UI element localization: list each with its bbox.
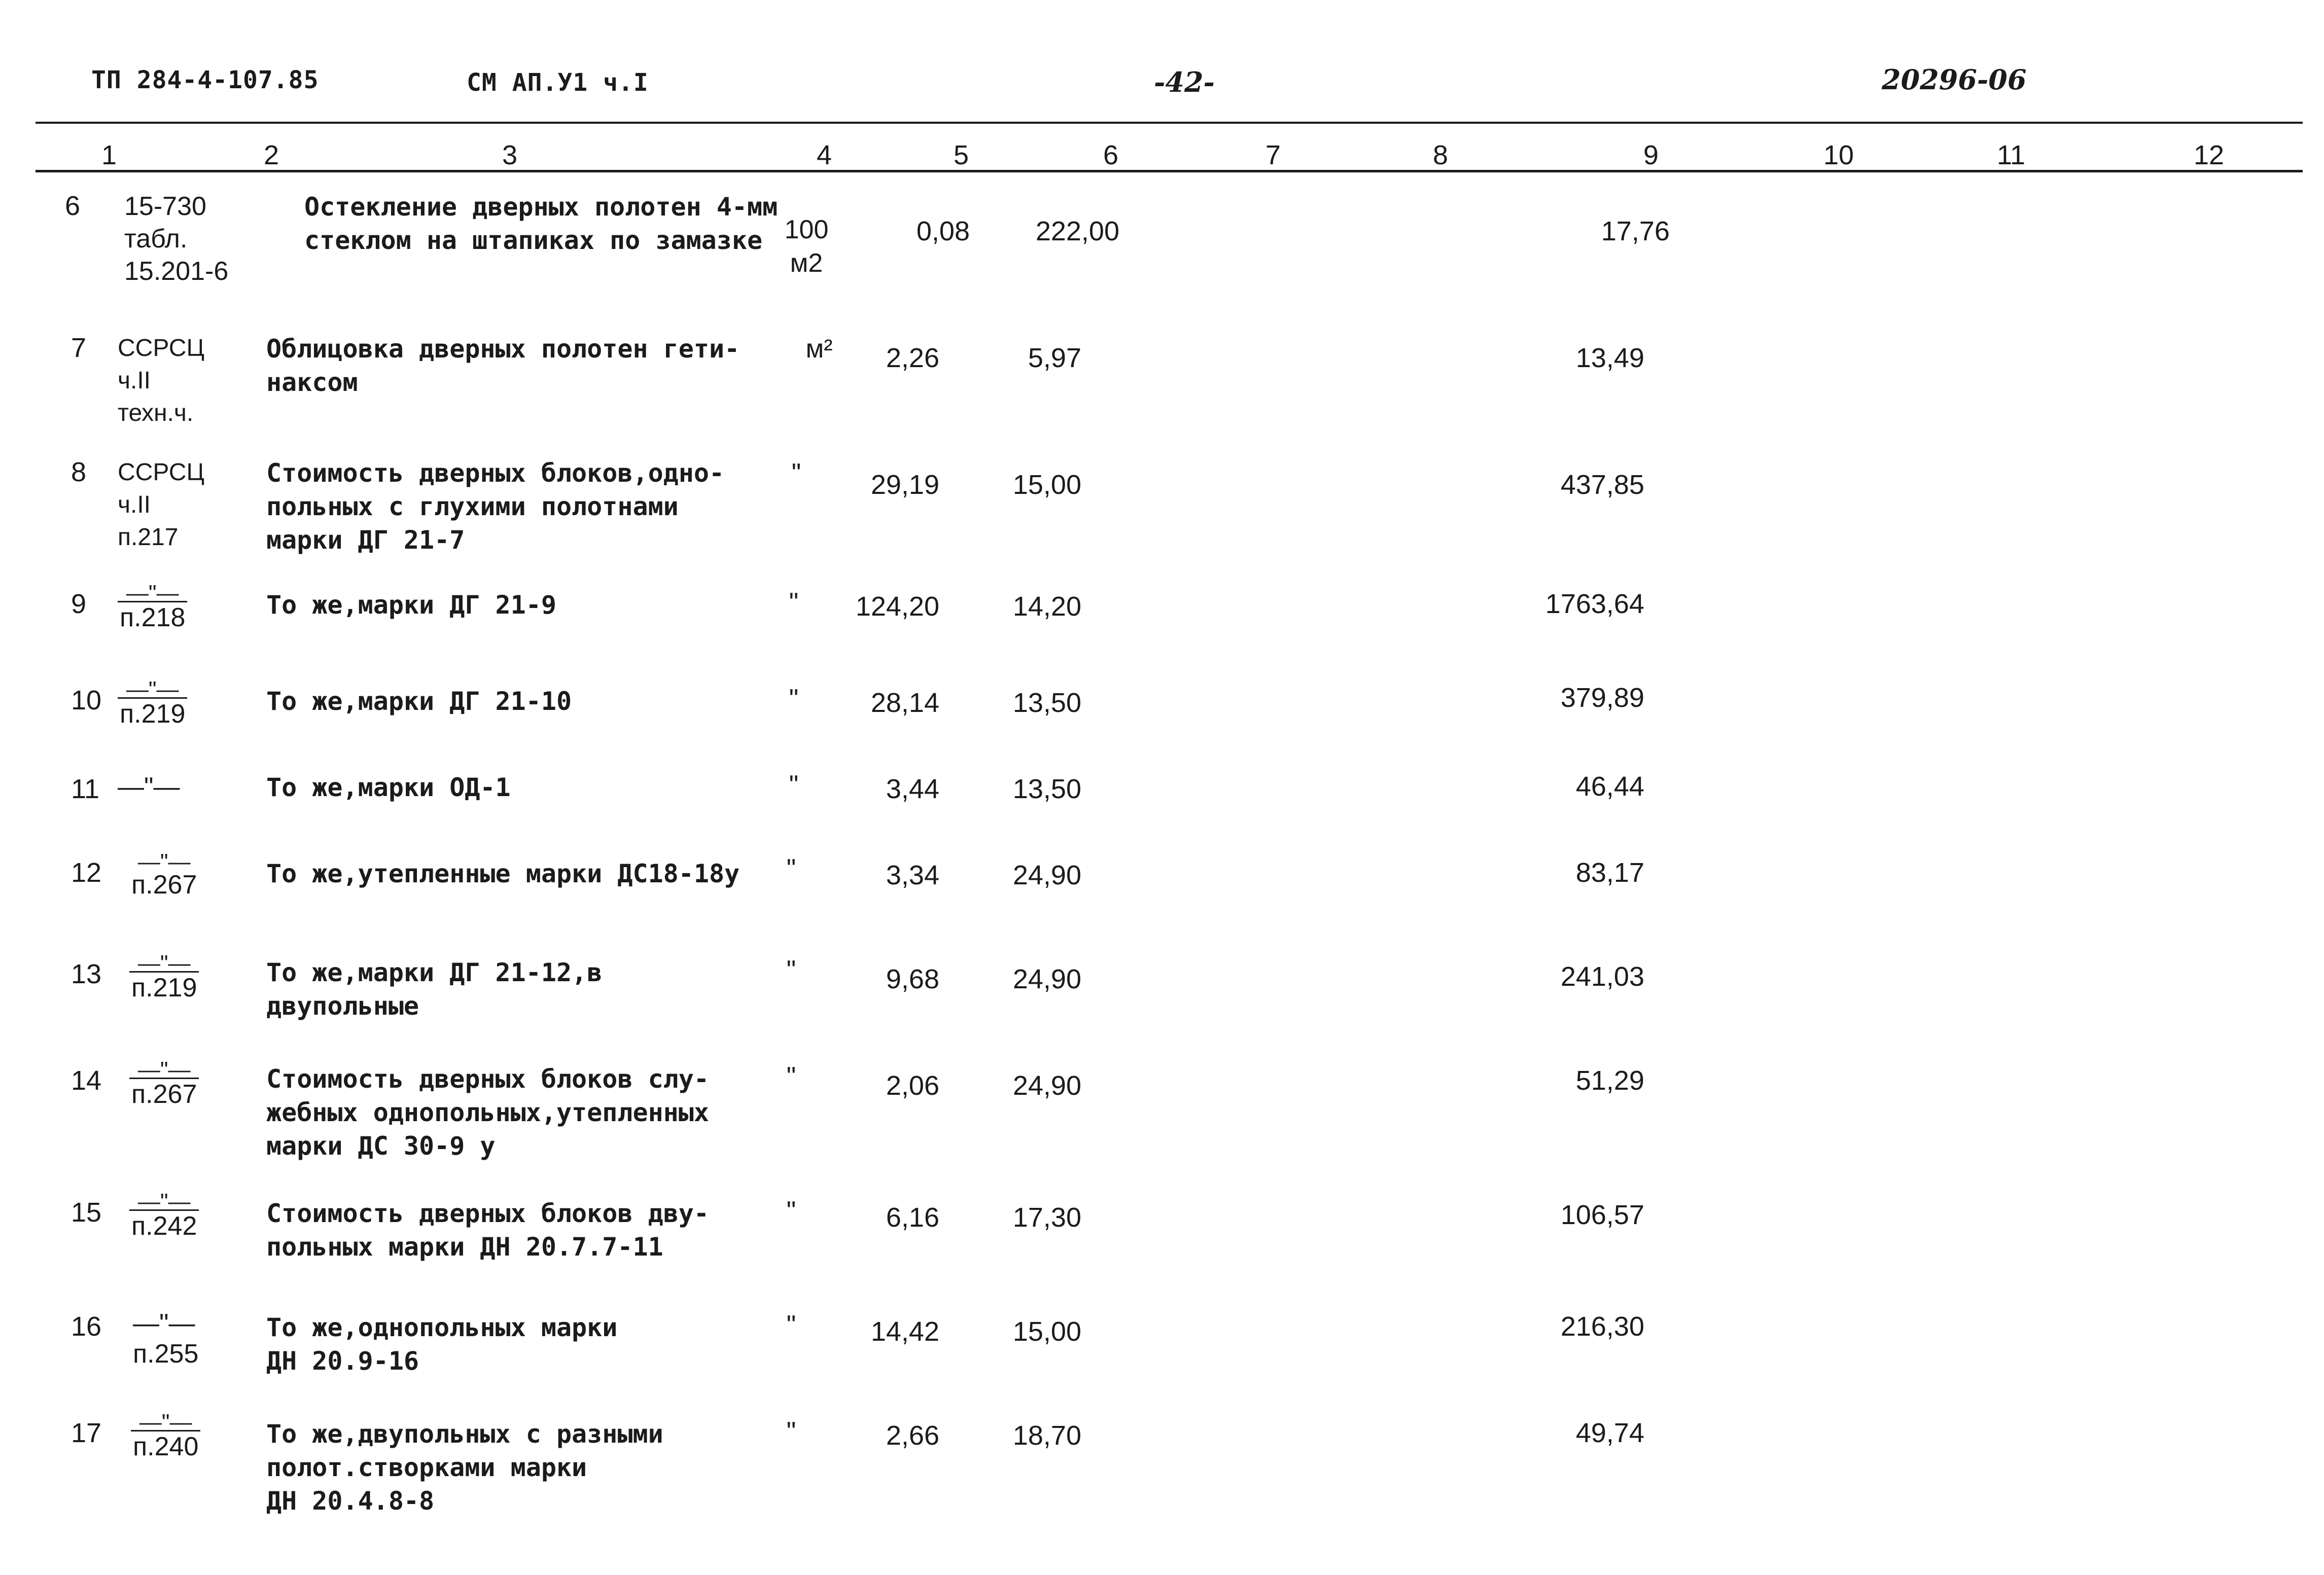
column-number: 12 bbox=[2193, 140, 2225, 170]
unit bbox=[763, 768, 824, 802]
total-cost: 49,74 bbox=[1575, 1418, 1644, 1448]
item-description bbox=[266, 685, 572, 718]
quantity: 124,20 bbox=[855, 591, 939, 622]
row-number: 9 bbox=[71, 589, 87, 619]
quantity: 0,08 bbox=[916, 216, 970, 246]
item-description bbox=[266, 956, 602, 1023]
description-line: То же,марки ДГ 21-12,в bbox=[266, 958, 603, 987]
unit-price: 15,00 bbox=[1012, 470, 1081, 500]
ditto-mark: —"— bbox=[133, 1309, 195, 1338]
description-line: То же,марки ДГ 21-10 bbox=[266, 687, 572, 716]
unit-price: 5,97 bbox=[1028, 343, 1081, 373]
unit bbox=[763, 682, 824, 715]
quantity: 28,14 bbox=[870, 688, 939, 718]
total-cost: 17,76 bbox=[1601, 216, 1670, 246]
section-code: СМ АП.У1 ч.I bbox=[467, 68, 649, 97]
unit-price: 15,00 bbox=[1012, 1316, 1081, 1347]
row-number: 12 bbox=[71, 857, 102, 888]
unit-line: " bbox=[791, 458, 801, 488]
source-reference bbox=[118, 332, 204, 429]
source-line: техн.ч. bbox=[118, 400, 194, 426]
quantity: 2,66 bbox=[886, 1420, 939, 1451]
row-number: 8 bbox=[71, 457, 87, 487]
description-line: Стоимость дверных блоков,одно- bbox=[266, 458, 725, 488]
source-line: 15-730 bbox=[124, 192, 206, 221]
item-description bbox=[266, 588, 556, 622]
ditto-mark: —"— bbox=[137, 1057, 191, 1082]
description-line: ДН 20.4.8-8 bbox=[266, 1486, 435, 1516]
row-number: 10 bbox=[71, 685, 102, 715]
column-number: 6 bbox=[1103, 140, 1119, 170]
ditto-mark: —"— bbox=[118, 772, 180, 802]
ditto-mark: —"— bbox=[137, 951, 191, 976]
total-cost: 51,29 bbox=[1575, 1065, 1644, 1096]
unit-line: " bbox=[786, 1417, 796, 1446]
total-cost: 216,30 bbox=[1560, 1311, 1644, 1342]
description-line: ДН 20.9-16 bbox=[266, 1346, 419, 1376]
unit bbox=[761, 852, 822, 885]
unit-line: " bbox=[786, 1196, 796, 1226]
page-number: -42- bbox=[1154, 66, 1215, 98]
source-reference bbox=[118, 677, 187, 729]
description-line: Облицовка дверных полотен гети- bbox=[266, 334, 740, 364]
ditto-mark: —"— bbox=[137, 849, 191, 874]
row-number: 6 bbox=[65, 191, 81, 221]
source-line: п.267 bbox=[129, 1078, 199, 1109]
unit bbox=[761, 953, 822, 987]
unit bbox=[761, 1308, 822, 1342]
total-cost: 437,85 bbox=[1560, 470, 1644, 500]
total-cost: 13,49 bbox=[1575, 343, 1644, 373]
unit bbox=[776, 213, 837, 280]
description-line: То же,двупольных с разными bbox=[266, 1419, 663, 1449]
unit-price: 17,30 bbox=[1012, 1202, 1081, 1233]
description-line: стеклом на штапиках по замазке bbox=[304, 226, 763, 255]
source-line: ССРСЦ bbox=[118, 335, 204, 362]
unit bbox=[761, 1060, 822, 1093]
column-number: 2 bbox=[263, 140, 279, 170]
unit-price: 13,50 bbox=[1012, 688, 1081, 718]
column-number: 1 bbox=[101, 140, 117, 170]
column-number: 10 bbox=[1823, 140, 1854, 170]
unit bbox=[761, 1415, 822, 1448]
quantity: 29,19 bbox=[870, 470, 939, 500]
item-description bbox=[266, 456, 724, 557]
unit-line: 100 bbox=[784, 215, 829, 244]
description-line: То же,утепленные марки ДС18-18у bbox=[266, 859, 740, 888]
total-cost: 46,44 bbox=[1575, 771, 1644, 802]
source-line: п.218 bbox=[118, 601, 187, 633]
total-cost: 241,03 bbox=[1560, 961, 1644, 992]
row-number: 11 bbox=[71, 774, 100, 804]
source-reference bbox=[133, 1308, 198, 1369]
header-bottom-rule bbox=[36, 170, 2303, 172]
total-cost: 83,17 bbox=[1575, 857, 1644, 888]
item-description bbox=[266, 857, 740, 890]
source-line: п.267 bbox=[131, 870, 197, 900]
unit-line: " bbox=[786, 854, 796, 883]
column-number: 11 bbox=[1996, 140, 2026, 170]
source-reference bbox=[118, 771, 180, 803]
source-reference bbox=[129, 1057, 199, 1109]
source-line: п.219 bbox=[118, 697, 187, 729]
item-description bbox=[266, 1062, 709, 1163]
unit bbox=[763, 586, 824, 619]
source-reference bbox=[129, 1189, 199, 1241]
item-description bbox=[304, 190, 778, 257]
header-top-rule bbox=[36, 122, 2303, 124]
description-line: То же,марки ОД-1 bbox=[266, 773, 511, 802]
description-line: польных с глухими полотнами bbox=[266, 492, 679, 521]
total-cost: 106,57 bbox=[1560, 1200, 1644, 1230]
source-line: п.217 bbox=[118, 524, 179, 551]
unit-price: 13,50 bbox=[1012, 774, 1081, 804]
source-line: ССРСЦ bbox=[118, 459, 204, 486]
quantity: 3,44 bbox=[886, 774, 939, 804]
unit-line: " bbox=[789, 770, 799, 800]
quantity: 2,06 bbox=[886, 1070, 939, 1101]
quantity: 9,68 bbox=[886, 964, 939, 994]
reference-number: 20296-06 bbox=[1882, 63, 2027, 96]
source-line: п.255 bbox=[133, 1339, 199, 1369]
unit-line: м2 bbox=[790, 248, 823, 278]
source-reference bbox=[118, 456, 204, 554]
quantity: 2,26 bbox=[886, 343, 939, 373]
unit bbox=[766, 456, 827, 490]
document-code: ТП 284-4-107.85 bbox=[91, 66, 319, 94]
description-line: То же,марки ДГ 21-9 bbox=[266, 590, 556, 620]
description-line: Стоимость дверных блоков дву- bbox=[266, 1199, 709, 1228]
row-number: 14 bbox=[71, 1065, 102, 1096]
unit-line: " bbox=[786, 1062, 796, 1091]
description-line: Остекление дверных полотен 4-мм bbox=[304, 192, 778, 222]
source-line: п.219 bbox=[129, 971, 199, 1003]
item-description bbox=[266, 1197, 709, 1264]
source-reference bbox=[124, 190, 228, 288]
column-number: 3 bbox=[502, 140, 518, 170]
description-line: марки ДГ 21-7 bbox=[266, 525, 465, 555]
total-cost: 379,89 bbox=[1560, 683, 1644, 713]
source-line: табл. bbox=[124, 224, 188, 254]
unit-price: 222,00 bbox=[1035, 216, 1119, 246]
unit-line: " bbox=[786, 1310, 796, 1340]
unit-price: 14,20 bbox=[1012, 591, 1081, 622]
row-number: 7 bbox=[71, 333, 87, 363]
unit-line: " bbox=[789, 684, 799, 713]
row-number: 13 bbox=[71, 959, 102, 989]
row-number: 15 bbox=[71, 1197, 102, 1228]
item-description bbox=[266, 771, 511, 804]
quantity: 3,34 bbox=[886, 860, 939, 890]
quantity: 6,16 bbox=[886, 1202, 939, 1233]
unit-price: 24,90 bbox=[1012, 964, 1081, 994]
source-line: 15.201-6 bbox=[124, 257, 229, 286]
unit bbox=[761, 1194, 822, 1228]
unit-price: 18,70 bbox=[1012, 1420, 1081, 1451]
quantity: 14,42 bbox=[870, 1316, 939, 1347]
unit-line: " bbox=[786, 955, 796, 985]
ditto-mark: —"— bbox=[126, 677, 179, 702]
source-line: п.242 bbox=[129, 1209, 199, 1241]
unit-line: " bbox=[789, 588, 799, 617]
item-description bbox=[266, 1417, 663, 1518]
item-description bbox=[266, 1311, 617, 1378]
ditto-mark: —"— bbox=[139, 1410, 192, 1435]
description-line: То же,однопольных марки bbox=[266, 1313, 618, 1342]
description-line: полот.створками марки bbox=[266, 1453, 587, 1482]
unit-price: 24,90 bbox=[1012, 860, 1081, 890]
description-line: наксом bbox=[266, 368, 358, 397]
unit-line: м² bbox=[805, 334, 833, 364]
row-number: 17 bbox=[71, 1418, 102, 1448]
description-line: жебных однопольных,утепленных bbox=[266, 1098, 709, 1127]
source-reference bbox=[129, 951, 199, 1003]
unit-price: 24,90 bbox=[1012, 1070, 1081, 1101]
source-line: п.240 bbox=[131, 1430, 200, 1462]
row-number: 16 bbox=[71, 1311, 102, 1342]
source-line: ч.II bbox=[118, 491, 151, 518]
source-reference bbox=[131, 1410, 200, 1462]
description-line: двупольные bbox=[266, 991, 419, 1021]
unit bbox=[789, 332, 850, 366]
source-reference bbox=[129, 849, 199, 900]
column-number: 5 bbox=[953, 140, 969, 170]
column-number: 4 bbox=[816, 140, 832, 170]
ditto-mark: —"— bbox=[126, 581, 179, 605]
column-number: 7 bbox=[1265, 140, 1281, 170]
source-reference bbox=[118, 581, 187, 633]
item-description bbox=[266, 332, 740, 399]
source-line: ч.II bbox=[118, 367, 151, 394]
ditto-mark: —"— bbox=[137, 1189, 191, 1214]
column-number: 8 bbox=[1432, 140, 1449, 170]
total-cost: 1763,64 bbox=[1545, 589, 1644, 619]
description-line: Стоимость дверных блоков слу- bbox=[266, 1064, 709, 1094]
description-line: польных марки ДН 20.7.7-11 bbox=[266, 1232, 663, 1262]
column-number: 9 bbox=[1643, 140, 1659, 170]
description-line: марки ДС 30-9 у bbox=[266, 1131, 496, 1161]
